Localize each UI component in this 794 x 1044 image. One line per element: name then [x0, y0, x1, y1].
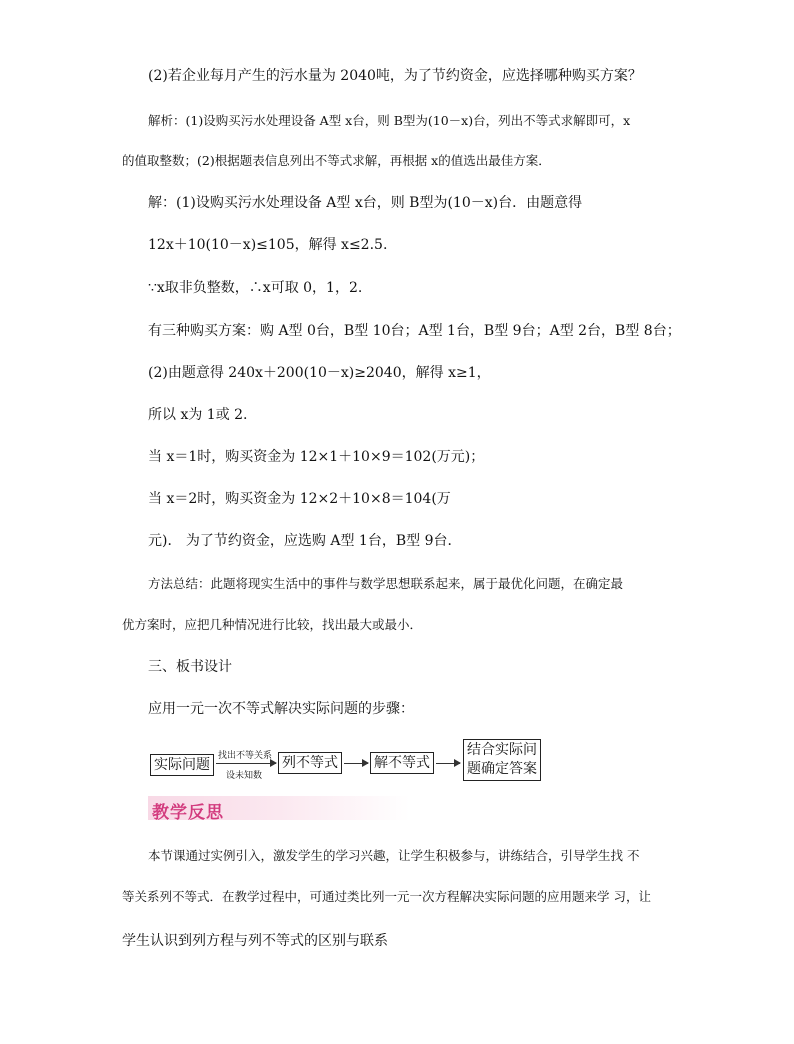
text-line: ∵x取非负整数，∴x可取 0，1，2.	[148, 280, 363, 296]
flow-arrow-3	[436, 763, 460, 764]
text-line: 等关系列不等式．在教学过程中，可通过类比列一元一次方程解决实际问题的应用题来学 习，让	[122, 889, 651, 904]
text-line: 解析：(1)设购买污水处理设备 A型 x台，则 B型为(10－x)台，列出不等式求解即可，x	[148, 113, 631, 128]
flow-box-write-inequality: 列不等式	[278, 752, 342, 774]
text-line: 应用一元一次不等式解决实际问题的步骤：	[148, 701, 414, 717]
text-line: (2)由题意得 240x＋200(10－x)≥2040，解得 x≥1，	[148, 365, 491, 381]
flow-arrow-1	[216, 763, 276, 764]
text-line: 当 x＝2时，购买资金为 12×2＋10×8＝104(万	[148, 491, 451, 507]
text-line: 优方案时，应把几种情况进行比较，找出最大或最小．	[122, 617, 423, 632]
text-line: 当 x＝1时，购买资金为 12×1＋10×9＝102(万元)；	[148, 449, 485, 465]
flow-box-determine-answer-line1: 结合实际问	[467, 742, 537, 758]
text-line: 元)． 为了节约资金，应选购 A型 1台，B型 9台．	[148, 533, 462, 549]
text-line: 有三种购买方案：购 A型 0台，B型 10台；A型 1台，B型 9台；A型 2台，B型 8台；	[148, 323, 681, 339]
text-line: 所以 x为 1或 2.	[148, 407, 248, 423]
flow-box-determine-answer-line2: 题确定答案	[467, 761, 537, 777]
flow-arrow-label-top: 找出不等关系	[218, 751, 273, 761]
text-line: 12x＋10(10－x)≤105，解得 x≤2.5.	[148, 237, 388, 253]
flow-box-solve-inequality: 解不等式	[370, 752, 434, 774]
flow-arrow-label-bottom: 设未知数	[226, 771, 263, 781]
text-line: 学生认识到列方程与列不等式的区别与联系	[122, 933, 388, 949]
text-line: (2)若企业每月产生的污水量为 2040吨，为了节约资金，应选择哪种购买方案？	[148, 68, 642, 84]
text-line: 的值取整数；(2)根据题表信息列出不等式求解，再根据 x的值选出最佳方案．	[122, 153, 551, 168]
text-line: 本节课通过实例引入，激发学生的学习兴趣，让学生积极参与，讲练结合，引导学生找 不	[148, 848, 640, 863]
flow-box-determine-answer	[463, 739, 541, 781]
flow-arrow-2	[344, 763, 368, 764]
text-line: 三、板书设计	[148, 659, 232, 675]
text-line: 解：(1)设购买污水处理设备 A型 x台，则 B型为(10－x)台．由题意得	[148, 195, 583, 211]
section-banner-title: 教学反思	[152, 803, 224, 823]
flow-box-actual-problem: 实际问题	[150, 754, 214, 776]
text-line: 方法总结：此题将现实生活中的事件与数学思想联系起来，属于最优化问题，在确定最	[148, 576, 624, 591]
